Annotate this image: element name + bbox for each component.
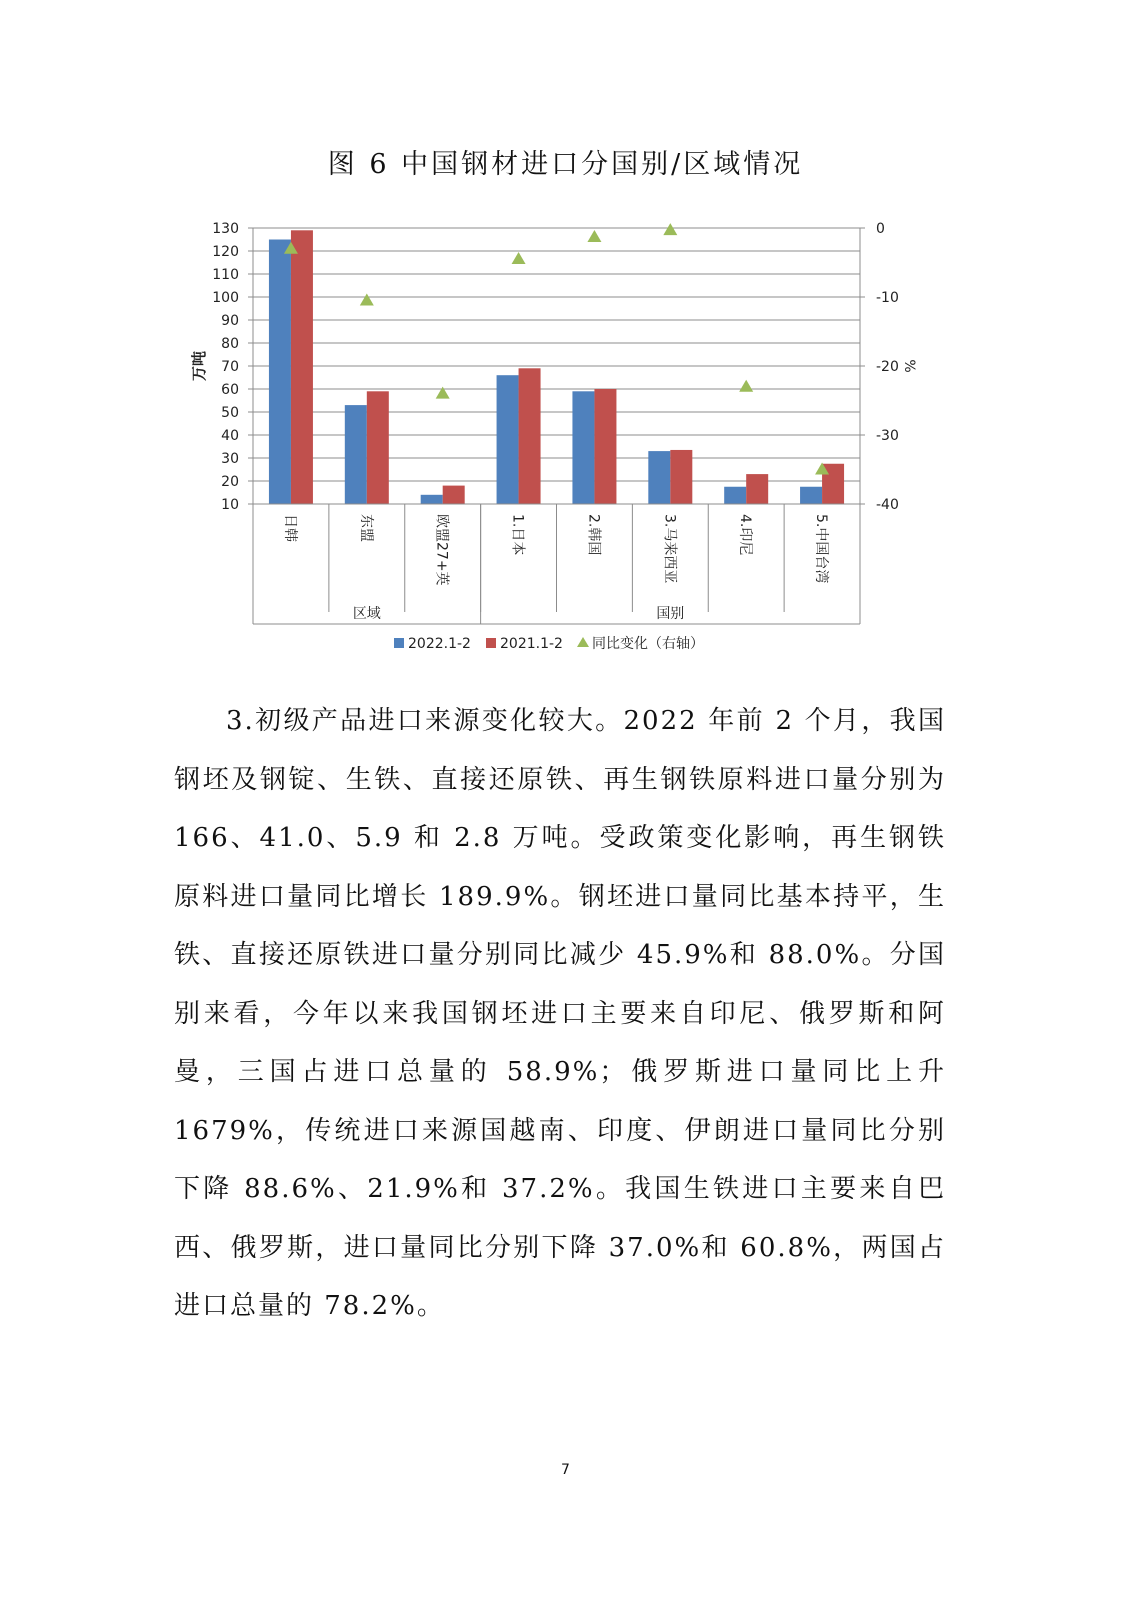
- marker-yoy-change: [587, 230, 601, 242]
- category-label: 1.日本: [509, 514, 526, 556]
- marker-yoy-change: [512, 252, 526, 264]
- bar-series2: [670, 450, 692, 504]
- bar-series1: [345, 405, 367, 504]
- bar-series2: [746, 474, 768, 504]
- group-label: 区域: [352, 606, 381, 622]
- category-label: 5.中国台湾: [813, 514, 830, 584]
- category-label: 日韩: [281, 514, 298, 542]
- bar-series2: [443, 486, 465, 504]
- bar-series1: [800, 487, 822, 504]
- legend-label: 2022.1-2: [408, 636, 471, 652]
- y-tick-label: 40: [221, 428, 239, 444]
- category-label: 东盟: [357, 514, 374, 542]
- y2-tick-label: -20: [876, 359, 899, 375]
- y-tick-label: 80: [221, 336, 239, 352]
- body-text: [174, 692, 946, 1336]
- y2-tick-label: -10: [876, 290, 899, 306]
- steel-import-chart: [180, 212, 940, 662]
- bar-series1: [724, 487, 746, 504]
- y-tick-label: 90: [221, 313, 239, 329]
- y-tick-label: 50: [221, 405, 239, 421]
- legend-swatch: [577, 637, 589, 647]
- bar-series1: [269, 240, 291, 505]
- marker-yoy-change: [663, 223, 677, 235]
- figure-title: 图 6 中国钢材进口分国别/区域情况: [327, 149, 804, 180]
- y-tick-label: 30: [221, 451, 239, 467]
- bar-series2: [367, 391, 389, 504]
- y-tick-label: 120: [212, 244, 239, 260]
- bar-series1: [648, 451, 670, 504]
- marker-yoy-change: [436, 387, 450, 399]
- category-label: 欧盟27+英: [433, 514, 450, 586]
- y-tick-label: 10: [221, 497, 239, 513]
- marker-yoy-change: [360, 293, 374, 305]
- y-tick-label: 130: [212, 221, 239, 237]
- y-tick-label: 70: [221, 359, 239, 375]
- group-label: 国别: [656, 606, 685, 622]
- marker-yoy-change: [739, 380, 753, 392]
- category-label: 2.韩国: [585, 514, 602, 556]
- y2-tick-label: -30: [876, 428, 899, 444]
- y-tick-label: 110: [212, 267, 239, 283]
- bar-series2: [519, 368, 541, 504]
- y-axis-title: 万吨: [190, 350, 208, 382]
- y2-tick-label: 0: [876, 221, 885, 237]
- bar-series2: [291, 230, 313, 504]
- y-tick-label: 100: [212, 290, 239, 306]
- legend-label: 同比变化（右轴）: [592, 636, 704, 652]
- category-label: 4.印尼: [737, 514, 754, 556]
- y2-tick-label: -40: [876, 497, 899, 513]
- y-tick-label: 60: [221, 382, 239, 398]
- category-label: 3.马来西亚: [661, 514, 678, 584]
- legend-swatch: [394, 638, 404, 648]
- y-tick-label: 20: [221, 474, 239, 490]
- y2-axis-title: %: [901, 359, 917, 373]
- bar-series1: [497, 375, 519, 504]
- bar-series1: [421, 495, 443, 504]
- legend-label: 2021.1-2: [500, 636, 563, 652]
- page-number: 7: [561, 1462, 570, 1478]
- bar-series2: [594, 389, 616, 504]
- legend-swatch: [486, 638, 496, 648]
- body-paragraph: 3.初级产品进口来源变化较大。2022 年前 2 个月，我国钢坯及钢锭、生铁、直接还原铁、再生钢铁原料进口量分别为 166、41.0、5.9 和 2.8 万吨。受政策变化影响，再生钢铁原料进口量同比增长 189.9%。钢坯进口量同比基本持平，生铁、直接还原铁进口量分别同比减少 45.9%和 88.0%。分国别来看，今年以来我国钢坯进口主要来自印尼、俄罗斯和阿曼，三国占进口总量的 58.9%；俄罗斯进口量同比上升 1679%，传统进口来源国越南、印度、伊朗进口量同比分别下降 88.6%、21.9%和 37.2%。我国生铁进口主要来自巴西、俄罗斯，进口量同比分别下降 37.0%和 60.8%，两国占进口总量的 78.2%。: [174, 706, 946, 1321]
- bar-series1: [572, 391, 594, 504]
